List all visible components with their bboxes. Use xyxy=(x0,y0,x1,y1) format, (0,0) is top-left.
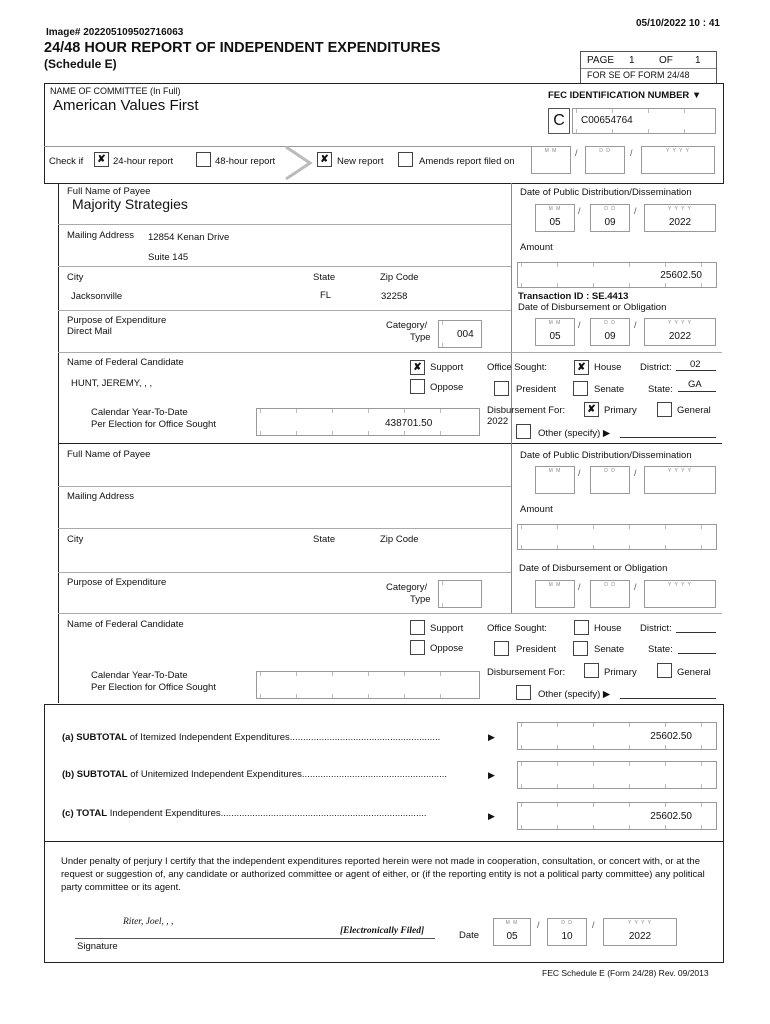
house2-label: House xyxy=(594,623,622,634)
president-checkbox[interactable] xyxy=(494,381,509,396)
subtotal-b-arrow: ▶ xyxy=(488,770,495,780)
total-c-arrow: ▶ xyxy=(488,811,495,821)
disbursement2-mm[interactable]: M M xyxy=(535,580,575,608)
district2-label: District: xyxy=(640,623,672,634)
senate2-label: Senate xyxy=(594,644,625,655)
other2-checkbox[interactable] xyxy=(516,685,531,700)
category-field[interactable] xyxy=(438,320,482,348)
payee-name: Majority Strategies xyxy=(72,196,188,212)
purpose2-label: Purpose of Expenditure xyxy=(67,577,167,588)
oppose-label: Oppose xyxy=(430,382,464,393)
48-hour-checkbox[interactable] xyxy=(196,152,211,167)
city-value: Jacksonville xyxy=(71,291,123,302)
president2-checkbox[interactable] xyxy=(494,641,509,656)
senate-checkbox[interactable] xyxy=(573,381,588,396)
ytd2-field[interactable] xyxy=(256,671,480,699)
of-label: OF xyxy=(659,55,673,66)
payee-name-label: Full Name of Payee xyxy=(67,186,151,197)
dissemination2-date-label: Date of Public Distribution/Dissemination xyxy=(520,450,692,461)
district-label: District: xyxy=(640,362,672,373)
category-value: 004 xyxy=(457,329,474,340)
amount-label: Amount xyxy=(520,242,553,253)
general2-label: General xyxy=(677,667,711,678)
amount2-field[interactable] xyxy=(517,524,717,550)
form-title: 24/48 HOUR REPORT OF INDEPENDENT EXPENDITURES xyxy=(44,40,441,56)
disbursement2-dd[interactable]: D D xyxy=(590,580,630,608)
support2-label: Support xyxy=(430,623,464,634)
type-label: Type xyxy=(410,332,431,343)
state2-label: State: xyxy=(648,384,673,395)
candidate-label: Name of Federal Candidate xyxy=(67,357,184,368)
page-box xyxy=(580,51,717,84)
primary-label: Primary xyxy=(604,405,637,416)
electronically-filed: [Electronically Filed] xyxy=(340,926,425,936)
candidate-name: HUNT, JEREMY, , , xyxy=(71,378,153,389)
mailing-address-line1: 12854 Kenan Drive xyxy=(148,232,230,243)
president2-label: President xyxy=(516,644,557,655)
48-hour-label: 48-hour report xyxy=(215,156,276,167)
subtotal-a-value: 25602.50 xyxy=(650,731,692,742)
house-checkbox[interactable]: ✘ xyxy=(574,360,589,375)
state-label: State xyxy=(313,272,336,283)
city-label: City xyxy=(67,272,84,283)
general2-checkbox[interactable] xyxy=(657,663,672,678)
24-hour-label: 24-hour report xyxy=(113,156,174,167)
other2-label: Other (specify) ▶ xyxy=(538,689,611,700)
primary2-checkbox[interactable] xyxy=(584,663,599,678)
senate-label: Senate xyxy=(594,384,625,395)
subtotal-a-field[interactable] xyxy=(517,722,717,750)
amount2-label: Amount xyxy=(520,504,553,515)
signer-name: Riter, Joel, , , xyxy=(123,917,174,927)
amount-field[interactable] xyxy=(517,262,717,288)
oppose-checkbox[interactable] xyxy=(410,379,425,394)
page-number: 1 xyxy=(629,55,635,66)
dissemination-date-label: Date of Public Distribution/Dissemination xyxy=(520,187,692,198)
amends-date-dd[interactable]: D D xyxy=(585,146,625,174)
disbursement2-date-label: Date of Disbursement or Obligation xyxy=(519,563,668,574)
ytd2-label-line1: Calendar Year-To-Date xyxy=(91,670,188,681)
primary-checkbox[interactable]: ✘ xyxy=(584,402,599,417)
signature-label: Signature xyxy=(77,941,118,952)
president-label: President xyxy=(516,384,557,395)
support-label: Support xyxy=(430,362,464,373)
fec-id-value: C00654764 xyxy=(581,115,633,126)
amount-value: 25602.50 xyxy=(660,270,702,281)
category2-label: Category/ xyxy=(386,582,428,593)
office2-sought-label: Office Sought: xyxy=(487,623,548,634)
amends-label: Amends report filed on xyxy=(419,156,515,167)
sign-date-dd[interactable]: D D 10 xyxy=(547,918,587,946)
mailing-address2-label: Mailing Address xyxy=(67,491,135,502)
dissemination-dd[interactable]: D D 09 xyxy=(590,204,630,232)
state-value: FL xyxy=(320,290,332,301)
senate2-checkbox[interactable] xyxy=(573,641,588,656)
disbursement-mm[interactable]: M M 05 xyxy=(535,318,575,346)
mailing-address-line2: Suite 145 xyxy=(148,252,189,263)
dissemination-mm[interactable]: M M 05 xyxy=(535,204,575,232)
subtotal-a-arrow: ▶ xyxy=(488,732,495,742)
purpose-label: Purpose of Expenditure xyxy=(67,315,167,326)
zip-value: 32258 xyxy=(381,291,408,302)
total-c-value: 25602.50 xyxy=(650,811,692,822)
disbursement2-yyyy[interactable]: Y Y Y Y xyxy=(644,580,716,608)
disbursement2-for-label: Disbursement For: xyxy=(487,667,566,678)
for-form-label: FOR SE OF FORM 24/48 xyxy=(587,70,690,80)
general-checkbox[interactable] xyxy=(657,402,672,417)
oppose2-label: Oppose xyxy=(430,643,464,654)
dissemination2-dd[interactable]: D D xyxy=(590,466,630,494)
page-label: PAGE xyxy=(587,55,615,66)
timestamp: 05/10/2022 10 : 41 xyxy=(636,18,720,29)
ytd-field[interactable] xyxy=(256,408,480,436)
office-sought-label: Office Sought: xyxy=(487,362,548,373)
sign-date-mm[interactable]: M M 05 xyxy=(493,918,531,946)
total-c-field[interactable] xyxy=(517,802,717,830)
election-year: 2022 xyxy=(487,416,509,427)
house-label: House xyxy=(594,362,622,373)
support-checkbox[interactable]: ✘ xyxy=(410,360,425,375)
disbursement-yyyy[interactable]: Y Y Y Y 2022 xyxy=(644,318,716,346)
zip2-label: Zip Code xyxy=(380,534,419,545)
ytd-label-line2: Per Election for Office Sought xyxy=(91,419,216,430)
date-label: Date xyxy=(459,930,480,941)
check-if-label: Check if xyxy=(49,156,84,167)
total-c-line: (c) TOTAL Independent Expenditures.............................................................................. xyxy=(62,808,427,819)
dissemination-yyyy[interactable]: Y Y Y Y 2022 xyxy=(644,204,716,232)
dissemination2-yyyy[interactable]: Y Y Y Y xyxy=(644,466,716,494)
ytd-value: 438701.50 xyxy=(385,418,433,429)
certification-text: Under penalty of perjury I certify that the independent expenditures reported herein were not made in cooperation, consultation, or concert with, or at the request or suggestion of, any candidate or authorized committee or agent of either, or (if the reporting entity is not a political party committee) any political party committee or its agent. xyxy=(61,856,705,893)
candidate2-label: Name of Federal Candidate xyxy=(67,619,184,630)
committee-name: American Values First xyxy=(53,97,199,114)
amends-date-yyyy[interactable]: Y Y Y Y xyxy=(641,146,715,174)
subtotal-b-field[interactable] xyxy=(517,761,717,789)
other-label: Other (specify) ▶ xyxy=(538,428,611,439)
form-subtitle: (Schedule E) xyxy=(44,57,117,71)
fec-id-field xyxy=(572,108,716,134)
subtotal-a-line: (a) SUBTOTAL of Itemized Independent Expenditures......................................................... xyxy=(62,732,441,743)
district-value: 02 xyxy=(690,359,701,370)
fec-id-label: FEC IDENTIFICATION NUMBER ▼ xyxy=(548,90,702,101)
disbursement-for-label: Disbursement For: xyxy=(487,405,566,416)
committee-name-label: NAME OF COMMITTEE (In Full) xyxy=(50,86,181,96)
category-label: Category/ xyxy=(386,320,428,331)
city2-label: City xyxy=(67,534,84,545)
purpose-value: Direct Mail xyxy=(67,326,112,337)
new-report-checkbox[interactable]: ✘ xyxy=(317,152,332,167)
state2-value: GA xyxy=(688,379,702,390)
support2-checkbox[interactable] xyxy=(410,620,425,635)
new-report-label: New report xyxy=(337,156,384,167)
disbursement-dd[interactable]: D D 09 xyxy=(590,318,630,346)
disbursement-date-label: Date of Disbursement or Obligation xyxy=(518,302,667,313)
primary2-label: Primary xyxy=(604,667,637,678)
fec-prefix-box: C xyxy=(548,108,570,134)
image-number: Image# 202205109502716063 xyxy=(46,27,184,38)
transaction-id: Transaction ID : SE.4413 xyxy=(518,291,629,302)
general-label: General xyxy=(677,405,711,416)
state3-label: State: xyxy=(648,644,673,655)
mailing-address-label: Mailing Address xyxy=(67,230,135,241)
report-arrow-shape xyxy=(284,146,314,180)
state2b-label: State xyxy=(313,534,336,545)
house2-checkbox[interactable] xyxy=(574,620,589,635)
payee2-name-label: Full Name of Payee xyxy=(67,449,151,460)
dissemination2-mm[interactable]: M M xyxy=(535,466,575,494)
oppose2-checkbox[interactable] xyxy=(410,640,425,655)
type2-label: Type xyxy=(410,594,431,605)
subtotal-b-line: (b) SUBTOTAL of Unitemized Independent Expenditures....................................................... xyxy=(62,769,448,780)
other-checkbox[interactable] xyxy=(516,424,531,439)
category2-field[interactable] xyxy=(438,580,482,608)
page-total: 1 xyxy=(695,55,701,66)
sign-date-yyyy[interactable]: Y Y Y Y 2022 xyxy=(603,918,677,946)
form-footer: FEC Schedule E (Form 24/28) Rev. 09/2013 xyxy=(542,968,709,978)
zip-label: Zip Code xyxy=(380,272,419,283)
24-hour-checkbox[interactable]: ✘ xyxy=(94,152,109,167)
ytd2-label-line2: Per Election for Office Sought xyxy=(91,682,216,693)
amends-date-mm[interactable]: M M xyxy=(531,146,571,174)
ytd-label-line1: Calendar Year-To-Date xyxy=(91,407,188,418)
amends-checkbox[interactable] xyxy=(398,152,413,167)
